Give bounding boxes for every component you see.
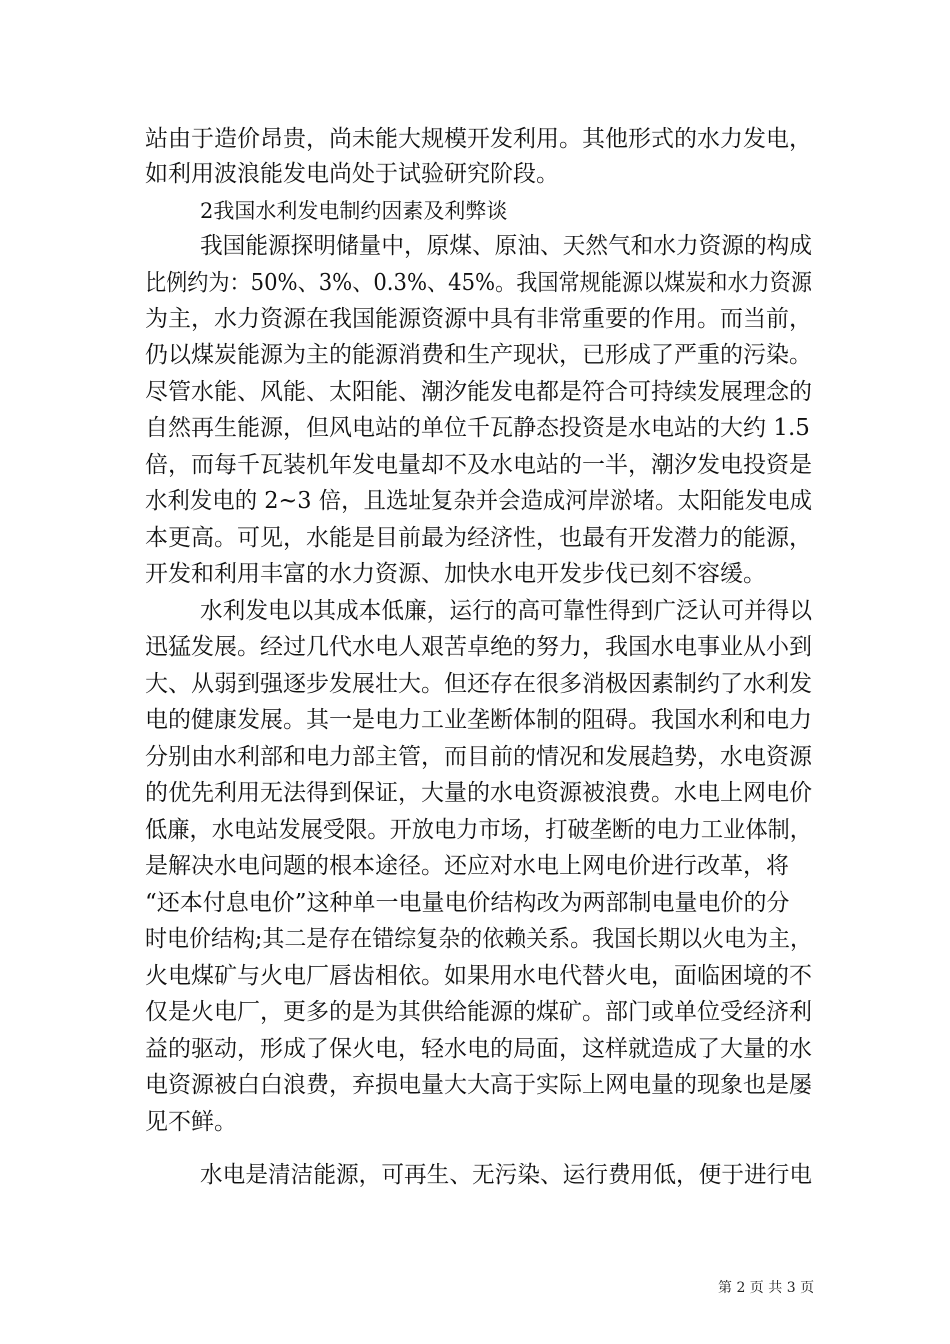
text-line: 比例约为：50%、3%、0.3%、45%。我国常规能源以煤炭和水力资源: [145, 270, 812, 296]
text-line: 见不鲜。: [145, 1109, 237, 1135]
text-line: 分别由水利部和电力部主管，而目前的情况和发展趋势，水电资源: [145, 744, 812, 770]
text-line: 低廉，水电站发展受限。开放电力市场，打破垄断的电力工业体制，: [145, 817, 813, 843]
text-line: 我国能源探明储量中，原煤、原油、天然气和水力资源的构成: [200, 233, 812, 259]
text-line: 迅猛发展。经过几代水电人艰苦卓绝的努力，我国水电事业从小到: [145, 634, 812, 660]
text-line: 的优先利用无法得到保证，大量的水电资源被浪费。水电上网电价: [145, 780, 812, 806]
text-line: 为主，水力资源在我国能源资源中具有非常重要的作用。而当前，: [145, 306, 812, 332]
text-line: 火电煤矿与火电厂唇齿相依。如果用水电代替火电，面临困境的不: [145, 963, 812, 989]
text-line: 是解决水电问题的根本途径。还应对水电上网电价进行改革，将: [145, 853, 789, 879]
text-line: 仅是火电厂，更多的是为其供给能源的煤矿。部门或单位受经济利: [145, 999, 812, 1025]
text-line: 水利发电以其成本低廉，运行的高可靠性得到广泛认可并得以: [200, 598, 812, 624]
text-line: 电的健康发展。其一是电力工业垄断体制的阻碍。我国水利和电力: [145, 707, 812, 733]
text-line: 本更高。可见，水能是目前最为经济性，也最有开发潜力的能源，: [145, 525, 812, 551]
text-line: 开发和利用丰富的水力资源、加快水电开发步伐已刻不容缓。: [145, 561, 766, 587]
text-line: “还本付息电价”这种单一电量电价结构改为两部制电量电价的分: [145, 890, 790, 916]
text-line: 尽管水能、风能、太阳能、潮汐能发电都是符合可持续发展理念的: [145, 379, 812, 405]
text-line: 水电是清洁能源，可再生、无污染、运行费用低，便于进行电: [200, 1162, 812, 1188]
text-line: 自然再生能源，但风电站的单位千瓦静态投资是水电站的大约 1.5: [145, 415, 810, 441]
text-line: 时电价结构;其二是存在错综复杂的依赖关系。我国长期以火电为主，: [145, 926, 812, 952]
text-line: 益的驱动，形成了保火电，轻水电的局面，这样就造成了大量的水: [145, 1036, 812, 1062]
text-line: 如利用波浪能发电尚处于试验研究阶段。: [145, 161, 559, 187]
text-line: 水利发电的 2~3 倍，且选址复杂并会造成河岸淤堵。太阳能发电成: [145, 488, 812, 514]
text-line: 倍，而每千瓦装机年发电量却不及水电站的一半，潮汐发电投资是: [145, 452, 812, 478]
section-heading: 2我国水利发电制约因素及利弊谈: [200, 199, 508, 223]
text-line: 仍以煤炭能源为主的能源消费和生产现状，已形成了严重的污染。: [145, 342, 812, 368]
text-line: 电资源被白白浪费，弃损电量大大高于实际上网电量的现象也是屡: [145, 1072, 812, 1098]
text-line: 大、从弱到强逐步发展壮大。但还存在很多消极因素制约了水利发: [145, 671, 812, 697]
text-line: 站由于造价昂贵，尚未能大规模开发利用。其他形式的水力发电，: [145, 126, 812, 152]
page-number: 第 2 页 共 3 页: [718, 1280, 815, 1296]
